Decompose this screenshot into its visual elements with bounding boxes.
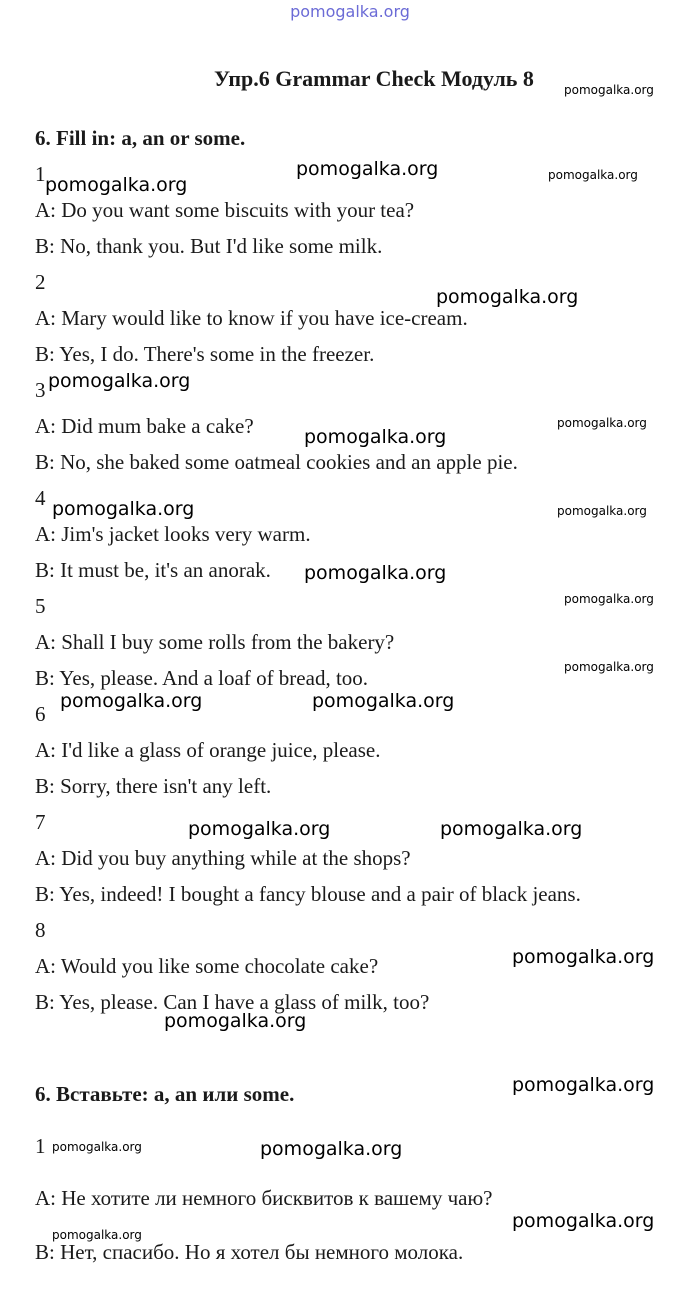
dialogue-line-a: A: Jim's jacket looks very warm. [35, 522, 311, 546]
dialogue-line-a: A: Did mum bake a cake? [35, 414, 254, 438]
item-number: 4 [35, 486, 46, 510]
exercise-heading-en: 6. Fill in: a, an or some. [35, 126, 246, 150]
watermark: pomogalka.org [52, 1140, 142, 1154]
watermark: pomogalka.org [304, 562, 447, 584]
watermark: pomogalka.org [512, 946, 655, 968]
exercise-heading-ru: 6. Вставьте: a, an или some. [35, 1082, 295, 1106]
watermark: pomogalka.org [45, 174, 188, 196]
dialogue-line-b: B: Yes, indeed! I bought a fancy blouse and a pair of black jeans. [35, 882, 581, 906]
watermark: pomogalka.org [188, 818, 331, 840]
dialogue-line-a: A: Do you want some biscuits with your tea? [35, 198, 415, 222]
dialogue-line-b: B: Нет, спасибо. Но я хотел бы немного молока. [35, 1240, 464, 1264]
dialogue-line-b: B: It must be, it's an anorak. [35, 558, 271, 582]
watermark: pomogalka.org [564, 660, 654, 674]
watermark: pomogalka.org [60, 690, 203, 712]
item-number: 7 [35, 810, 46, 834]
watermark: pomogalka.org [52, 498, 195, 520]
dialogue-line-b: B: No, thank you. But I'd like some milk. [35, 234, 383, 258]
watermark: pomogalka.org [512, 1074, 655, 1096]
item-number: 6 [35, 702, 46, 726]
dialogue-line-a: A: I'd like a glass of orange juice, please. [35, 738, 381, 762]
dialogue-line-b: B: Yes, please. And a loaf of bread, too. [35, 666, 369, 690]
dialogue-line-b: B: No, she baked some oatmeal cookies and an apple pie. [35, 450, 518, 474]
dialogue-line-a: A: Did you buy anything while at the shops? [35, 846, 411, 870]
dialogue-line-a: A: Не хотите ли немного бисквитов к вашему чаю? [35, 1186, 493, 1210]
dialogue-line-b: B: Yes, please. Can I have a glass of milk, too? [35, 990, 430, 1014]
top-watermark: pomogalka.org [290, 2, 410, 21]
item-number: 1 [35, 1134, 46, 1158]
watermark: pomogalka.org [52, 1228, 142, 1242]
dialogue-line-a: A: Shall I buy some rolls from the bakery? [35, 630, 395, 654]
item-number: 2 [35, 270, 46, 294]
watermark: pomogalka.org [512, 1210, 655, 1232]
item-number: 3 [35, 378, 46, 402]
watermark: pomogalka.org [164, 1010, 307, 1032]
item-number: 8 [35, 918, 46, 942]
watermark: pomogalka.org [436, 286, 579, 308]
watermark: pomogalka.org [296, 158, 439, 180]
watermark: pomogalka.org [304, 426, 447, 448]
watermark: pomogalka.org [548, 168, 638, 182]
watermark: pomogalka.org [557, 504, 647, 518]
page-title: Упр.6 Grammar Check Модуль 8 [214, 66, 534, 91]
watermark: pomogalka.org [557, 416, 647, 430]
dialogue-line-a: A: Would you like some chocolate cake? [35, 954, 379, 978]
watermark: pomogalka.org [564, 592, 654, 606]
item-number: 1 [35, 162, 46, 186]
watermark: pomogalka.org [48, 370, 191, 392]
dialogue-line-a: A: Mary would like to know if you have ice-cream. [35, 306, 468, 330]
dialogue-line-b: B: Sorry, there isn't any left. [35, 774, 272, 798]
watermark: pomogalka.org [440, 818, 583, 840]
watermark: pomogalka.org [260, 1138, 403, 1160]
watermark: pomogalka.org [312, 690, 455, 712]
dialogue-line-b: B: Yes, I do. There's some in the freezer. [35, 342, 375, 366]
item-number: 5 [35, 594, 46, 618]
watermark: pomogalka.org [564, 83, 654, 97]
